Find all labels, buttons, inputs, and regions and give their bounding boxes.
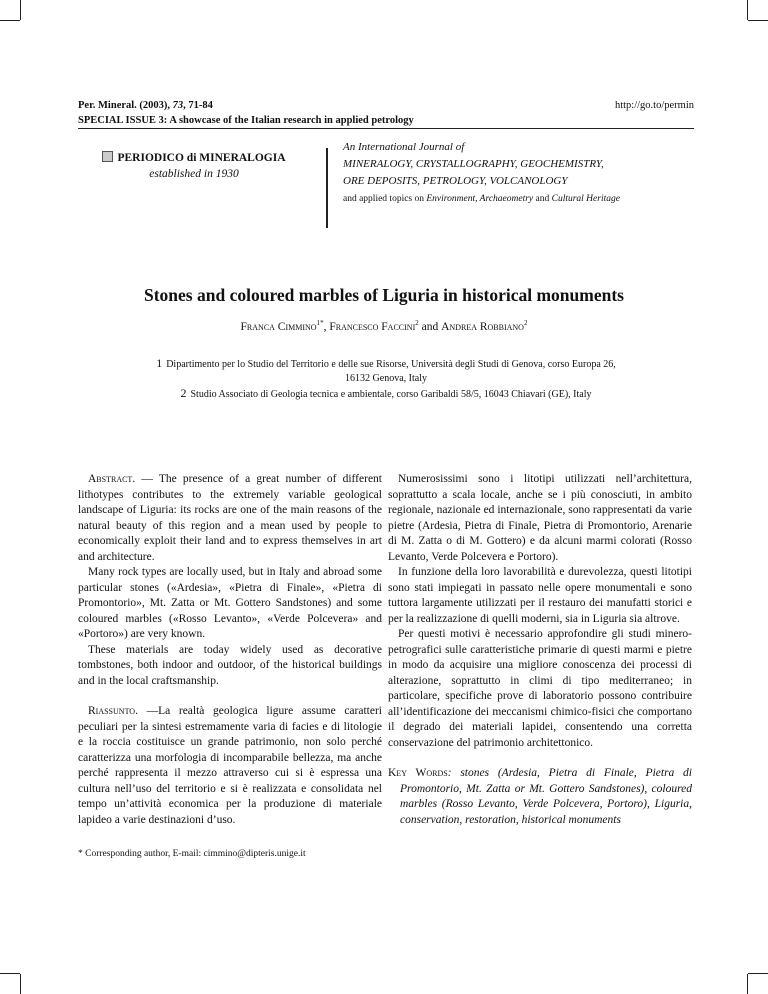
body-paragraph-1: Numerosissimi sono i litotipi utilizzati nell’architettura, soprattutto a scala locale, anche se i più conosciuti, in ambito regionale, nazionale ed internazionale, sono rappresentati da varie pietre (Ardesia, Pietra di Finale, Pietra di Promontorio, Arenarie di M. Zatta o di M. Gottero) e da alcuni marmi colorati (Rosso Levanto, Verde Polcevera e Portoro).	[388, 473, 692, 563]
affiliation-1: 1 Dipartimento per lo Studio del Territorio e delle sue Risorse, Università degli Studi di Genova, corso Europa 26, 16132 Genova, Italy	[156, 356, 616, 384]
crop-mark-bottom-right	[747, 974, 748, 994]
journal-masthead	[78, 150, 310, 182]
journal-name: PERIODICO di MINERALOGIA	[78, 150, 310, 166]
crop-mark-top-right-h	[748, 20, 768, 21]
crop-mark-bottom-left-h	[0, 973, 20, 974]
abstract-paragraph-2: Many rock types are locally used, but in Italy and abroad some particular stones («Ardesia», «Pietra di Finale», «Pietra di Promontorio», Mt. Zatta or Mt. Gottero Sandstones) and some coloured marbles («Rosso Levanto», «Verde Polcevera» and «Portoro») are very known.	[78, 566, 382, 640]
crop-mark-bottom-left	[20, 974, 21, 994]
article-title: Stones and coloured marbles of Liguria in historical monuments	[144, 285, 624, 305]
affiliation-2: 2 Studio Associato di Geologia tecnica e ambientale, corso Garibaldi 58/5, 16043 Chiavari (GE), Italy	[180, 386, 592, 400]
citation: Per. Mineral. (2003), 73, 71-84	[78, 100, 213, 111]
body-paragraph-2: In funzione della loro lavorabilità e durevolezza, questi litotipi sono stati impiegati in passato nelle opere monumentali e sono tuttora largamente utilizzati per il restauro dei manufatti storici e per la realizzazione di quelli moderni, sia in Liguria sia altrove.	[388, 566, 692, 625]
right-column	[388, 472, 692, 828]
crop-mark-top-left	[20, 0, 21, 20]
header-rule	[78, 128, 694, 129]
body-paragraph-3: Per questi motivi è necessario approfondire gli studi minero-petrografici sulle caratteristiche primarie di questi marmi e pietre in modo da acquisire una migliore conoscenza dei processi di alterazione, soprattutto in climi di tipo mediterraneo; in particolare, specifiche prove di laboratorio possono contribuire all’identificazione dei meccanismi chimico-fisici che comportano il degrado dei materiali lapidei, consentendo una corretta conservazione del patrimonio architettonico.	[388, 628, 692, 749]
key-words: Key Words: stones (Ardesia, Pietra di Finale, Pietra di Promontorio, Mt. Zatta or Mt. Gottero Sandstones), coloured marbles (Rosso Levanto, Verde Polcevera, Portoro), Liguria, conservation, restoration, historical monuments	[388, 767, 692, 826]
crop-mark-top-right	[747, 0, 748, 20]
journal-logo-icon	[102, 151, 113, 162]
masthead-divider	[326, 148, 328, 228]
left-column	[78, 472, 382, 828]
crop-mark-bottom-right-h	[748, 973, 768, 974]
special-issue: SPECIAL ISSUE 3: A showcase of the Italian research in applied petrology	[78, 115, 414, 126]
riassunto-paragraph: Riassunto. —La realtà geologica ligure assume caratteri peculiari per la sintesi estremamente varia di facies e di litologie e la roccia costituisce un grande patrimonio, non solo perché caratterizza una morfologia di incomparabile bellezza, ma anche perché rappresenta il mezzo attraverso cui si è espressa una cultura nell’uso del territorio e si è realizzata e consolidata nel tempo un’attività economica per la produzione di materiale lapideo a varie destinazioni d’uso.	[78, 705, 382, 826]
journal-established: established in 1930	[149, 168, 239, 180]
corresponding-author-footnote: * Corresponding author, E-mail: cimmino@dipteris.unige.it	[78, 849, 306, 859]
abstract-paragraph-3: These materials are today widely used as decorative tombstones, both indoor and outdoor, of the historical buildings and in the local craftsmanship.	[78, 643, 382, 687]
journal-topics: and applied topics on Environment, Archaeometry and Cultural Heritage	[343, 194, 620, 204]
running-header	[78, 98, 414, 128]
abstract-paragraph-1: Abstract. — The presence of a great number of different lithotypes contributes to the extremely variable geological landscape of Liguria: its rocks are one of the main reasons of the natural beauty of this region and a mean used by people to economically exploit their land and to express themselves in art and architecture.	[78, 473, 382, 563]
journal-subtitle: An International Journal of MINERALOGY, CRYSTALLOGRAPHY, GEOCHEMISTRY, ORE DEPOSITS, PETROLOGY, VOLCANOLOGY and applied topics on Environment, Archaeometry and Cultural Heritage	[343, 139, 620, 208]
journal-url[interactable]: http://go.to/permin	[614, 100, 694, 111]
author-list: Franca Cimmino$^{1*}$, Francesco Faccini$^2$ and Andrea Robbiano$^2$	[240, 319, 528, 333]
crop-mark-top-left-h	[0, 20, 20, 21]
